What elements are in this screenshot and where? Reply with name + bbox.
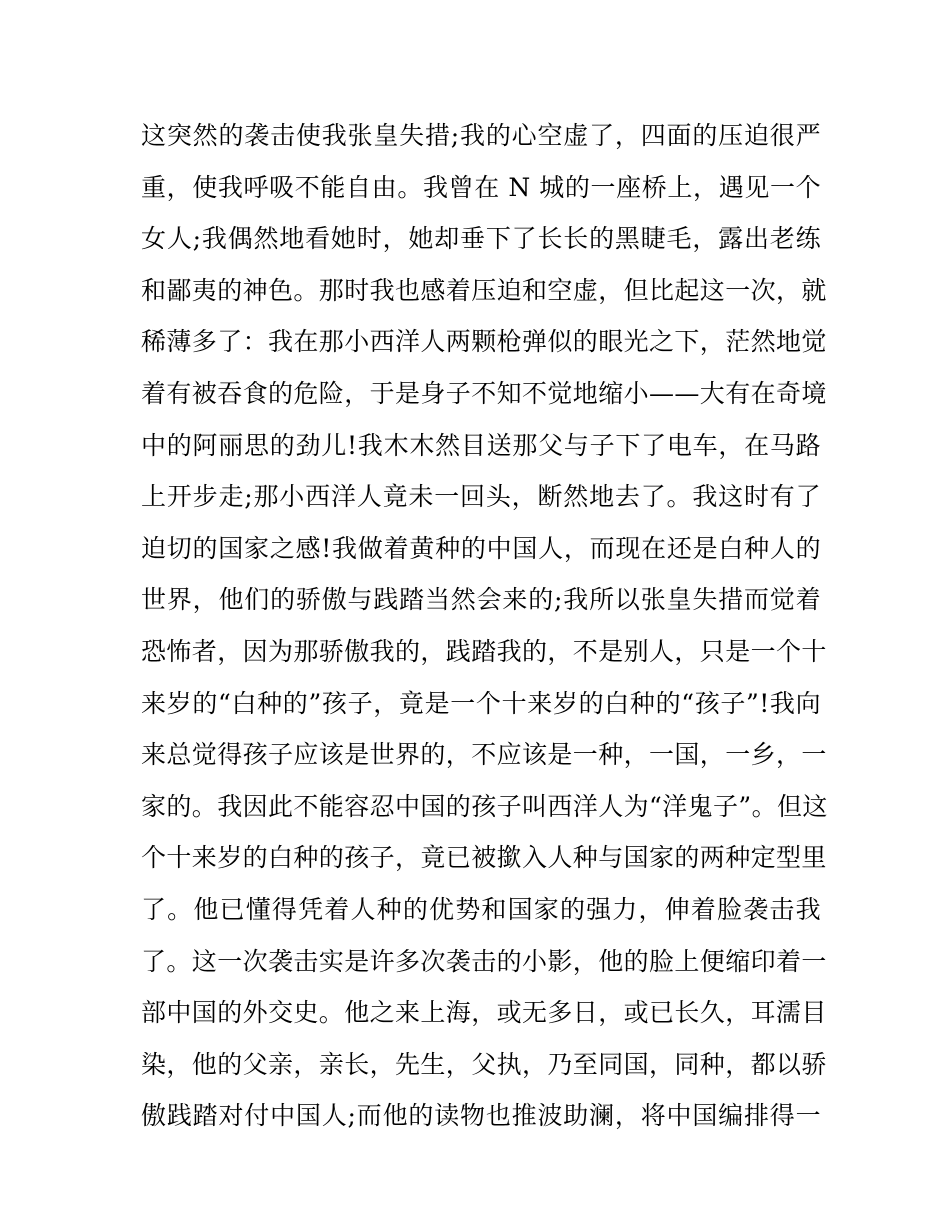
body-paragraph	[141, 110, 828, 1142]
paragraph-line: 傲践踏对付中国人;而他的读物也推波助澜，将中国编排得一	[141, 1101, 821, 1131]
paragraph-line: 恐怖者，因为那骄傲我的，践踏我的，不是别人，只是一个十	[141, 636, 827, 666]
paragraph-line: 重，使我呼吸不能自由。我曾在 N 城的一座桥上，遇见一个	[141, 172, 821, 202]
paragraph-line: 着有被吞食的危险，于是身子不知不觉地缩小——大有在奇境	[141, 378, 827, 408]
paragraph-line: 迫切的国家之感!我做着黄种的中国人，而现在还是白种人的	[141, 533, 821, 563]
paragraph-line: 个十来岁的白种的孩子，竟已被撳入人种与国家的两种定型里	[141, 843, 827, 873]
paragraph-line: 和鄙夷的神色。那时我也感着压迫和空虚，但比起这一次，就	[141, 275, 827, 305]
paragraph-line: 家的。我因此不能容忍中国的孩子叫西洋人为“洋鬼子”。但这	[141, 791, 828, 821]
paragraph-line: 来岁的“白种的”孩子，竟是一个十来岁的白种的“孩子”!我向	[141, 688, 821, 718]
paragraph-line: 中的阿丽思的劲儿!我木木然目送那父与子下了电车，在马路	[141, 430, 821, 460]
paragraph-line: 稀薄多了：我在那小西洋人两颗枪弹似的眼光之下，茫然地觉	[141, 327, 827, 357]
paragraph-line: 部中国的外交史。他之来上海，或无多日，或已长久，耳濡目	[141, 998, 827, 1028]
paragraph-line: 女人;我偶然地看她时，她却垂下了长长的黑睫毛，露出老练	[141, 224, 821, 254]
paragraph-line: 世界，他们的骄傲与践踏当然会来的;我所以张皇失措而觉着	[141, 585, 821, 615]
paragraph-line: 了。他已懂得凭着人种的优势和国家的强力，伸着脸袭击我	[141, 894, 821, 924]
paragraph-line: 这突然的袭击使我张皇失措;我的心空虚了，四面的压迫很严	[141, 121, 821, 150]
paragraph-line: 染，他的父亲，亲长，先生，父执，乃至同国，同种，都以骄	[141, 1049, 827, 1079]
paragraph-line: 了。这一次袭击实是许多次袭击的小影，他的脸上便缩印着一	[141, 946, 827, 976]
paragraph-line: 上开步走;那小西洋人竟未一回头，断然地去了。我这时有了	[141, 482, 821, 512]
paragraph-line: 来总觉得孩子应该是世界的，不应该是一种，一国，一乡，一	[141, 740, 827, 770]
